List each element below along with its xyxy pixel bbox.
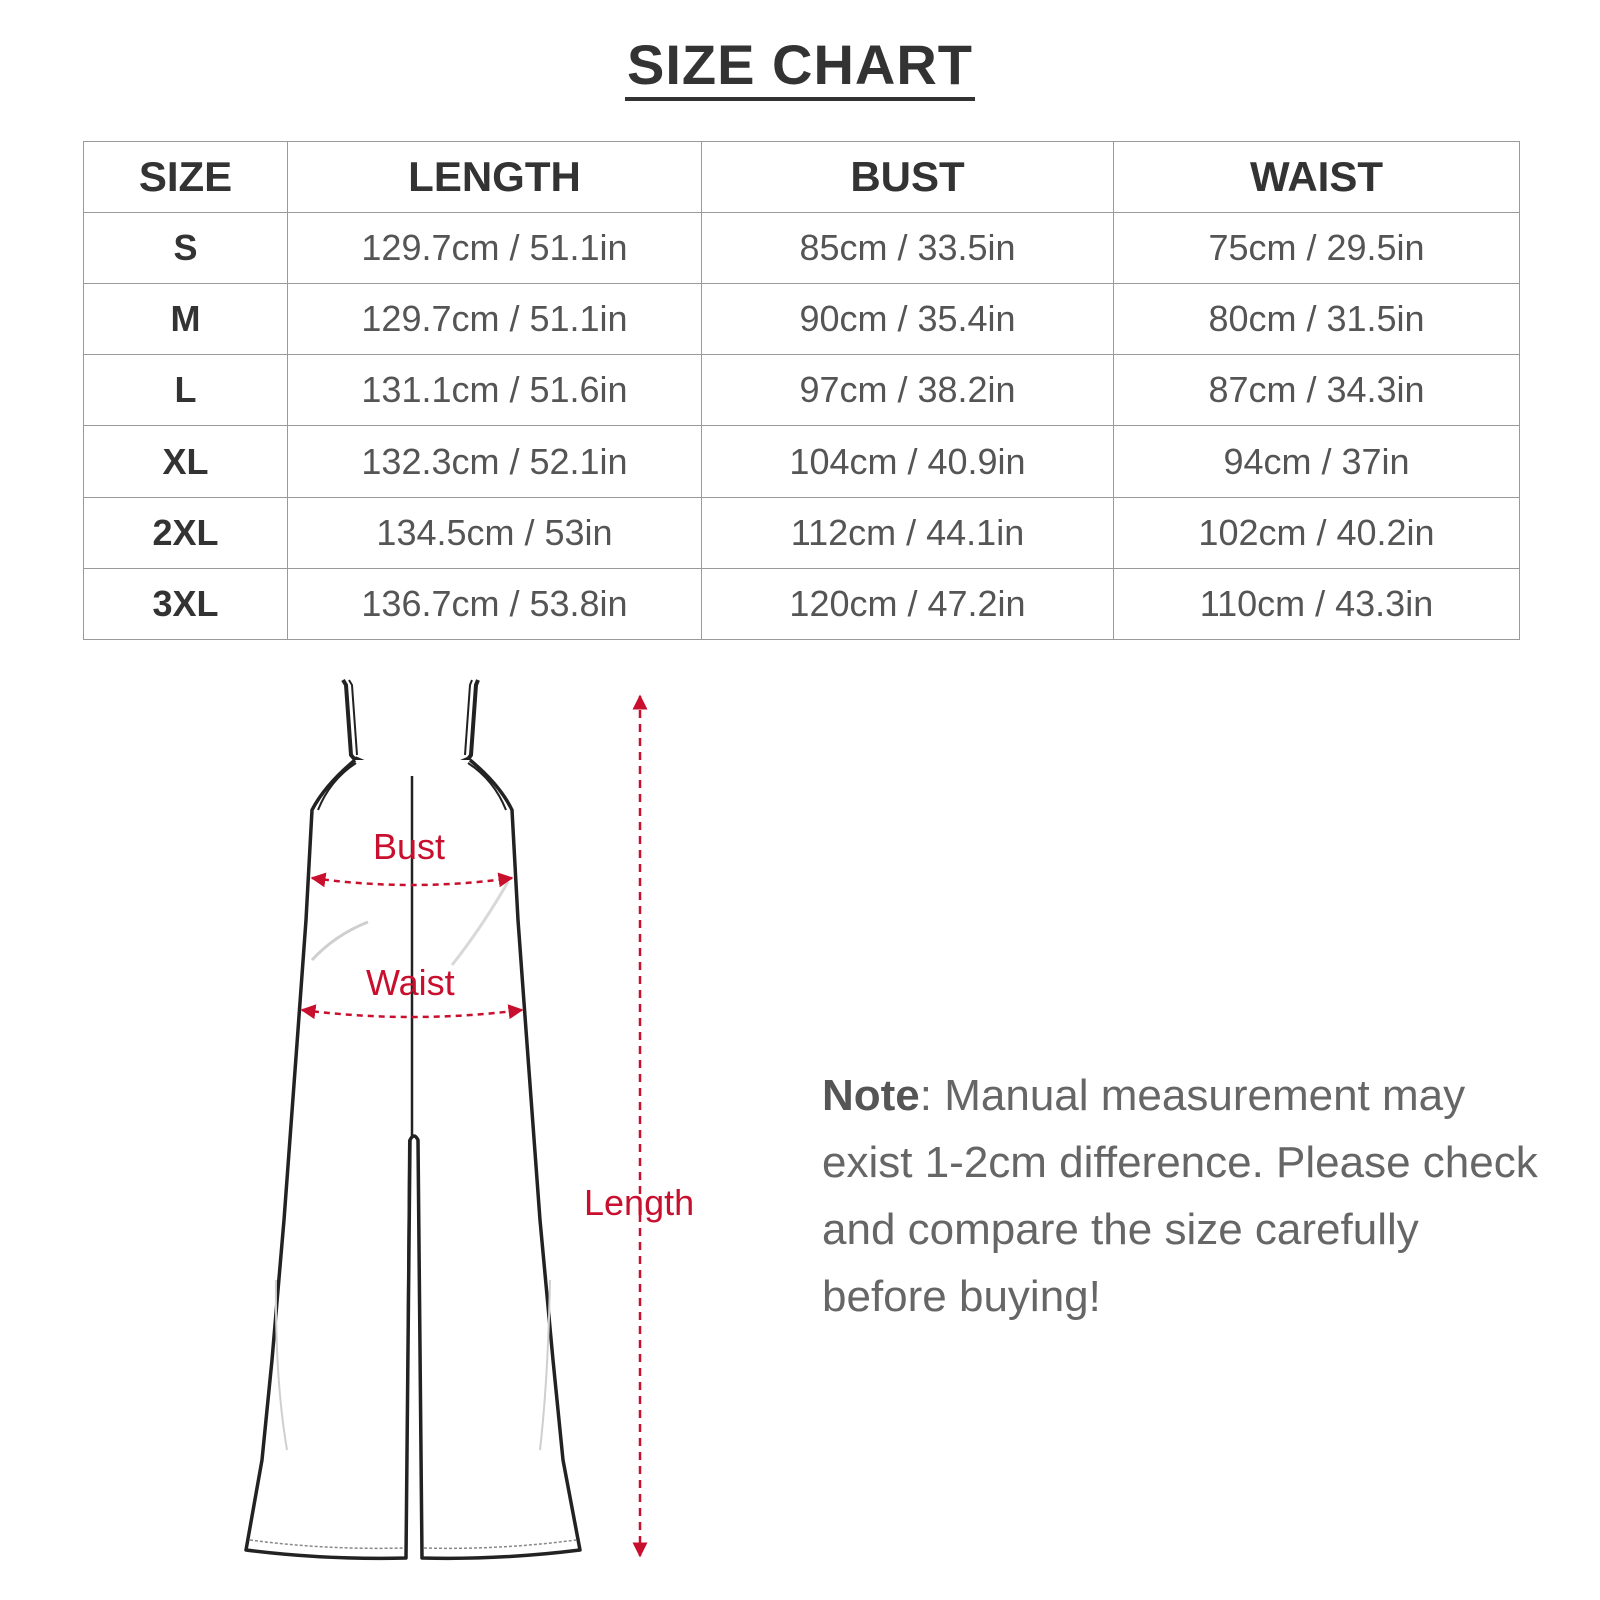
bust-cell: 90cm / 35.4in <box>702 284 1114 355</box>
header-length: LENGTH <box>288 142 702 213</box>
length-label: Length <box>584 1182 695 1223</box>
size-cell: 3XL <box>84 568 288 639</box>
length-cell: 131.1cm / 51.6in <box>288 355 702 426</box>
table-row <box>84 426 1520 497</box>
table-row <box>84 568 1520 639</box>
length-cell: 136.7cm / 53.8in <box>288 568 702 639</box>
table-row <box>84 355 1520 426</box>
size-cell: L <box>84 355 288 426</box>
size-cell: M <box>84 284 288 355</box>
waist-cell: 94cm / 37in <box>1114 426 1520 497</box>
note-label: Note <box>822 1071 920 1120</box>
header-bust: BUST <box>702 142 1114 213</box>
page-title-text: SIZE CHART <box>625 33 975 101</box>
waist-cell: 75cm / 29.5in <box>1114 213 1520 284</box>
waist-cell: 87cm / 34.3in <box>1114 355 1520 426</box>
bust-label: Bust <box>373 826 446 867</box>
note-text <box>822 1062 1542 1330</box>
size-table <box>83 141 1520 640</box>
bust-cell: 85cm / 33.5in <box>702 213 1114 284</box>
header-size: SIZE <box>84 142 288 213</box>
length-cell: 129.7cm / 51.1in <box>288 284 702 355</box>
length-cell: 129.7cm / 51.1in <box>288 213 702 284</box>
jumpsuit-drawing <box>0 660 760 1600</box>
length-cell: 132.3cm / 52.1in <box>288 426 702 497</box>
size-cell: 2XL <box>84 497 288 568</box>
waist-cell: 110cm / 43.3in <box>1114 568 1520 639</box>
waist-cell: 80cm / 31.5in <box>1114 284 1520 355</box>
length-cell: 134.5cm / 53in <box>288 497 702 568</box>
table-row <box>84 284 1520 355</box>
note-body: : Manual measurement may exist 1-2cm difference. Please check and compare the size carefully before buying! <box>822 1071 1538 1321</box>
table-header-row <box>84 142 1520 213</box>
waist-label: Waist <box>366 962 455 1003</box>
jumpsuit-diagram <box>0 660 760 1600</box>
table-row <box>84 497 1520 568</box>
waist-cell: 102cm / 40.2in <box>1114 497 1520 568</box>
bust-cell: 112cm / 44.1in <box>702 497 1114 568</box>
header-waist: WAIST <box>1114 142 1520 213</box>
bust-cell: 120cm / 47.2in <box>702 568 1114 639</box>
size-cell: XL <box>84 426 288 497</box>
bust-cell: 97cm / 38.2in <box>702 355 1114 426</box>
size-cell: S <box>84 213 288 284</box>
page-title <box>0 32 1600 101</box>
table-row <box>84 213 1520 284</box>
bust-cell: 104cm / 40.9in <box>702 426 1114 497</box>
